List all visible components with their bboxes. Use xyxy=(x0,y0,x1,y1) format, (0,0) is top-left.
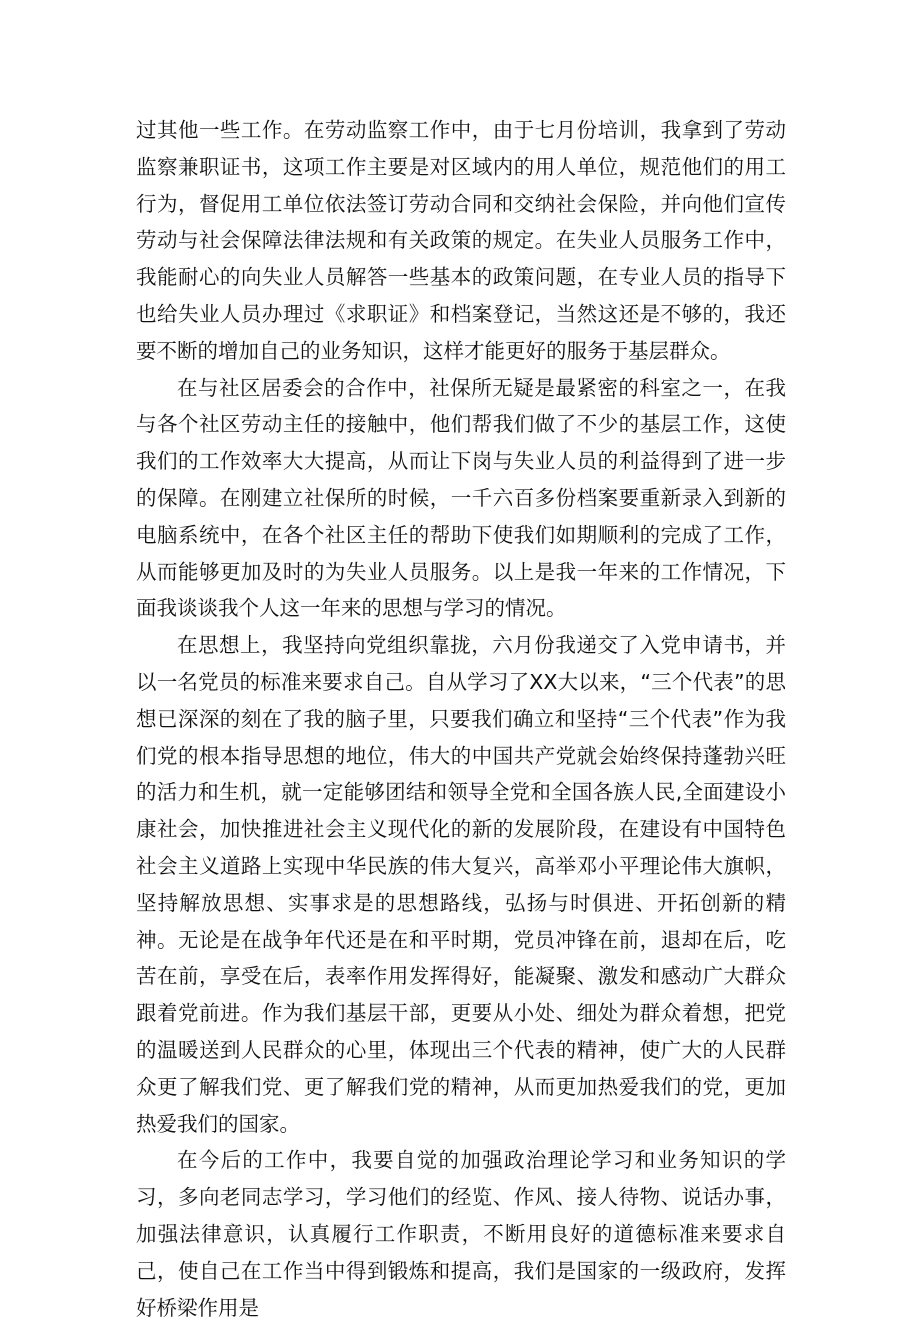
paragraph-1: 过其他一些工作。在劳动监察工作中，由于七月份培训，我拿到了劳动监察兼职证书，这项工作主要是对区域内的用人单位，规范他们的用工行为，督促用工单位依法签订劳动合同和交纳社会保险，并向他们宣传劳动与社会保障法律法规和有关政策的规定。在失业人员服务工作中，我能耐心的向失业人员解答一些基本的政策问题，在专业人员的指导下也给失业人员办理过《求职证》和档案登记，当然这还是不够的，我还要不断的增加自己的业务知识，这样才能更好的服务于基层群众。 xyxy=(136,118,786,363)
paragraph-3: 在思想上，我坚持向党组织靠拢，六月份我递交了入党申请书，并以一名党员的标准来要求自己。自从学习了XX大以来，“三个代表”的思想已深深的刻在了我的脑子里，只要我们确立和坚持“三个代表”作为我们党的根本指导思想的地位，伟大的中国共产党就会始终保持蓬勃兴旺的活力和生机，就一定能够团结和领导全党和全国各族人民,全面建设小康社会，加快推进社会主义现代化的新的发展阶段，在建设有中国特色社会主义道路上实现中华民族的伟大复兴，高举邓小平理论伟大旗帜，坚持解放思想、实事求是的思想路线，弘扬与时俱进、开拓创新的精神。无论是在战争年代还是在和平时期，党员冲锋在前，退却在后，吃苦在前，享受在后，表率作用发挥得好，能凝聚、激发和感动广大群众跟着党前进。作为我们基层干部，更要从小处、细处为群众着想，把党的温暖送到人民群众的心里，体现出三个代表的精神，使广大的人民群众更了解我们党、更了解我们党的精神，从而更加热爱我们的党，更加热爱我们的国家。 xyxy=(136,633,786,1136)
paragraph-2: 在与社区居委会的合作中，社保所无疑是最紧密的科室之一，在我与各个社区劳动主任的接触中，他们帮我们做了不少的基层工作，这使我们的工作效率大大提高，从而让下岗与失业人员的利益得到了进一步的保障。在刚建立社保所的时候，一千六百多份档案要重新录入到新的电脑系统中，在各个社区主任的帮助下使我们如期顺利的完成了工作，从而能够更加及时的为失业人员服务。以上是我一年来的工作情况，下面我谈谈我个人这一年来的思想与学习的情况。 xyxy=(136,375,786,621)
document-body xyxy=(136,112,786,1326)
paragraph-4: 在今后的工作中，我要自觉的加强政治理论学习和业务知识的学习，多向老同志学习，学习他们的经览、作风、接人待物、说话办事，加强法律意识，认真履行工作职责，不断用良好的道德标准来要求自己，使自己在工作当中得到锻炼和提高，我们是国家的一级政府，发挥好桥梁作用是 xyxy=(136,1148,786,1320)
